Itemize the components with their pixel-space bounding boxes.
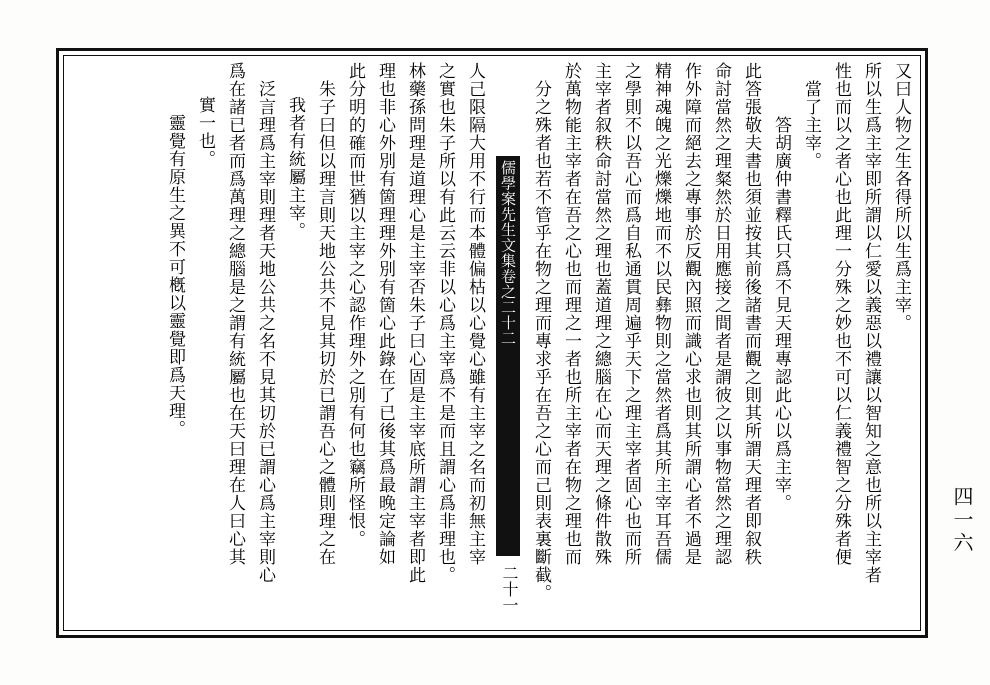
text-column: 林藥孫問理是道理心是主宰否朱子曰心固是主宰底所謂主宰者即此: [405, 62, 425, 584]
text-column: 精神魂魄之光爍爍地而不以民彝物則之當然者爲其所主宰耳吾儒: [651, 62, 671, 566]
text-column: 命討當然之理粲然於日用應接之間者是謂彼之以事物當然之理認: [711, 62, 731, 566]
text-column: 於萬物能主宰者在吾之心也而理之一者也所主宰者在物之理也而: [561, 62, 581, 566]
text-column: 當了主宰。: [801, 80, 821, 170]
text-column: 理也非心外別有箇理理外別有箇心此錄在了已後其爲最晚定論如: [375, 62, 395, 566]
text-column: 人己限隔大用不行而本體偏枯以心覺心雖有主宰之名而初無主宰: [465, 62, 485, 566]
text-column: 我者有統屬主宰。: [285, 96, 305, 240]
text-frame-outer: [56, 48, 928, 638]
text-column: 此分明的確而世猶以主宰之心認作理外之別有何也竊所怪恨。: [345, 62, 365, 548]
page-number: 四一六: [950, 486, 974, 555]
title-banner: [492, 60, 524, 626]
text-column: 爲在諸已者而爲萬理之總腦是之謂有統屬也在天曰理在人曰心其: [225, 62, 245, 566]
text-column: 又曰人物之生各得所以生爲主宰。: [891, 62, 911, 332]
text-column: 此答張敬夫書也須並按其前後諸書而觀之則其所謂天理者即叙秩: [741, 62, 761, 566]
text-column: 泛言理爲主宰則理者天地公共之名不見其切於已謂心爲主宰則心: [255, 80, 275, 584]
text-column: 性也而以之者心也此理一分殊之妙也不可以仁義禮智之分殊者便: [831, 62, 851, 566]
text-column: 靈覺有原生之異不可槪以靈覺即爲天理。: [165, 96, 185, 438]
text-column: 答胡廣仲書釋氏只爲不見天理專認此心以爲主宰。: [771, 80, 791, 512]
text-column: 之實也朱子所以有此云云非以心爲主宰爲不是而且謂心爲非理也。: [435, 62, 455, 584]
volume-number-text: 二十一: [500, 565, 519, 613]
vertical-text-area: [68, 60, 916, 626]
text-column: 主宰者叙秩命討當然之理也蓋道理之總腦在心而天理之條件散殊: [591, 62, 611, 566]
text-column: 作外障而絕去之專事於反觀內照而識心求也則其所謂心者不過是: [681, 62, 701, 566]
text-column: 實一也。: [195, 96, 215, 168]
book-title-text: 儒學案先生文集卷之二十二: [499, 160, 517, 346]
text-column: 分之殊者也若不管乎在物之理而專求乎在吾之心而己則表裏斷截。: [531, 80, 551, 602]
text-column: 之學則不以吾心而爲自私通貫周遍乎天下之理主宰者固心也而所: [621, 62, 641, 566]
text-column: 所以生爲主宰即所謂以仁愛以義惡以禮讓以智知之意也所以主宰者: [861, 62, 881, 584]
text-column: 朱子曰但以理言則天地公共不見其切於已謂吾心之體則理之在: [315, 80, 335, 566]
